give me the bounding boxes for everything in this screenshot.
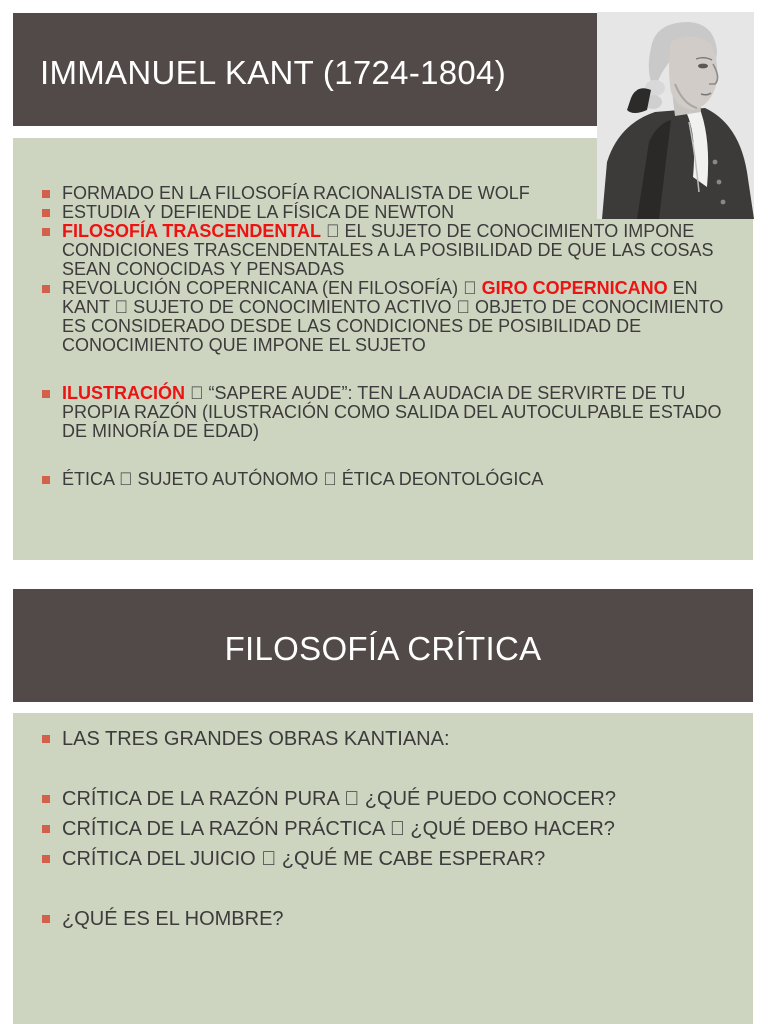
list-item [42,724,732,754]
bullet-square-icon [42,915,50,923]
list-item [42,184,732,203]
bullet-square-icon [42,476,50,484]
list-item [42,904,732,934]
bullet-square-icon [42,855,50,863]
bullet-square-icon [42,190,50,198]
bullet-square-icon [42,390,50,398]
list-item [42,470,732,489]
bullet-text: ESTUDIA Y DEFIENDE LA FÍSICA DE NEWTON [62,202,455,222]
slide1-title: IMMANUEL KANT (1724-1804) [40,54,507,91]
list-item [42,844,732,874]
bullet-text: CRÍTICA DEL JUICIO ¿QUÉ ME CABE ESPERAR? [62,848,525,870]
bullet-text: ¿QUÉ ES EL HOMBRE? [62,908,284,930]
list-item [42,222,732,279]
list-item [42,203,732,222]
bullet-text: CRÍTICA DE LA RAZÓN PURA ¿QUÉ PUEDO CONOCER? [62,788,596,810]
bullet-text: EN KANT SUJETO DE CONOCIMIENTO ACTIVO OBJETO DE CONOCIMIENTO ES CONSIDERADO DESDE LAS CONDICIONES DE POSIBILIDAD DE CONOCIMIENTO QUE IMPONE EL SUJETO [62,278,732,355]
bullet-square-icon [42,228,50,236]
slide1-bullet-list [42,184,732,489]
bullet-square-icon [42,795,50,803]
list-item [42,279,732,355]
list-item [42,384,732,441]
bullet-text: “SAPERE AUDE”: TEN LA AUDACIA DE SERVIRTE DE TU PROPIA RAZÓN (ILUSTRACIÓN COMO SALIDA DEL AUTOCULPABLE ESTADO DE MINORÍA DE EDAD) [62,383,722,441]
slide2-title: FILOSOFÍA CRÍTICA [224,630,542,667]
bullet-text: LAS TRES GRANDES OBRAS KANTIANA: [62,728,450,750]
highlight-term: FILOSOFÍA TRASCENDENTAL [62,221,321,241]
list-item [42,784,732,814]
highlight-term: GIRO COPERNICANO [463,278,650,298]
bullet-text: REVOLUCIÓN COPERNICANA (EN FILOSOFÍA) [62,278,464,298]
list-item [42,814,732,844]
bullet-square-icon [42,735,50,743]
bullet-text: CRÍTICA DE LA RAZÓN PRÁCTICA ¿QUÉ DEBO HACER? [62,818,595,840]
slide2-title-bar [13,589,753,702]
highlight-term: ILUSTRACIÓN [62,383,185,403]
slide2-bullet-list [42,724,732,934]
bullet-text: EL SUJETO DE CONOCIMIENTO IMPONE CONDICIONES TRASCENDENTALES A LA POSIBILIDAD DE QUE LAS COSAS SEAN CONOCIDAS Y PENSADAS [62,221,714,279]
bullet-text: FORMADO EN LA FILOSOFÍA RACIONALISTA DE WOLF [62,183,530,203]
bullet-square-icon [42,209,50,217]
bullet-square-icon [42,825,50,833]
bullet-square-icon [42,285,50,293]
bullet-text: ÉTICA SUJETO AUTÓNOMO ÉTICA DEONTOLÓGICA [62,469,507,489]
